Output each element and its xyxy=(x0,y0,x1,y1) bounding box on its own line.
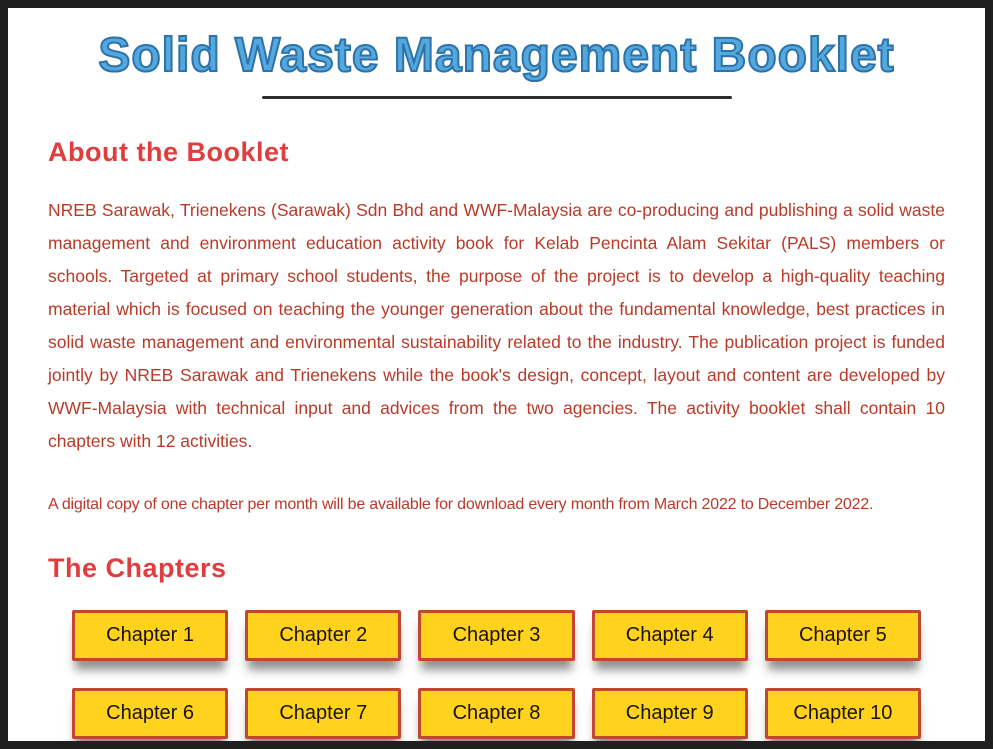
chapter-4-button[interactable]: Chapter 4 xyxy=(592,610,748,661)
availability-note: A digital copy of one chapter per month will be available for download every month from March 2022 to December 2022. xyxy=(48,496,874,513)
chapter-5-button[interactable]: Chapter 5 xyxy=(765,610,921,661)
page-header xyxy=(8,28,985,99)
chapter-9-button[interactable]: Chapter 9 xyxy=(592,688,748,739)
about-heading: About the Booklet xyxy=(48,137,289,167)
chapters-heading: The Chapters xyxy=(48,553,227,583)
chapter-8-button[interactable]: Chapter 8 xyxy=(418,688,574,739)
chapter-1-button[interactable]: Chapter 1 xyxy=(72,610,228,661)
chapter-2-button[interactable]: Chapter 2 xyxy=(245,610,401,661)
page-title: Solid Waste Management Booklet xyxy=(98,29,895,82)
chapter-6-button[interactable]: Chapter 6 xyxy=(72,688,228,739)
chapter-10-button[interactable]: Chapter 10 xyxy=(765,688,921,739)
chapter-3-button[interactable]: Chapter 3 xyxy=(418,610,574,661)
title-underline xyxy=(262,96,732,99)
about-paragraph: NREB Sarawak, Trienekens (Sarawak) Sdn Bhd and WWF-Malaysia are co-producing and publishing a solid waste management and environment education activity book for Kelab Pencinta Alam Sekitar (PALS) members or schools. Targeted at primary school students, the purpose of the project is to develop a high-quality teaching material which is focused on teaching the younger generation about the fundamental knowledge, best practices in solid waste management and environmental sustainability related to the industry. The publication project is funded jointly by NREB Sarawak and Trienekens while the book's design, concept, layout and content are developed by WWF-Malaysia with technical input and advices from the two agencies. The activity booklet shall contain 10 chapters with 12 activities. xyxy=(48,200,945,451)
chapter-7-button[interactable]: Chapter 7 xyxy=(245,688,401,739)
chapters-grid xyxy=(72,610,921,739)
page-content xyxy=(8,137,985,739)
